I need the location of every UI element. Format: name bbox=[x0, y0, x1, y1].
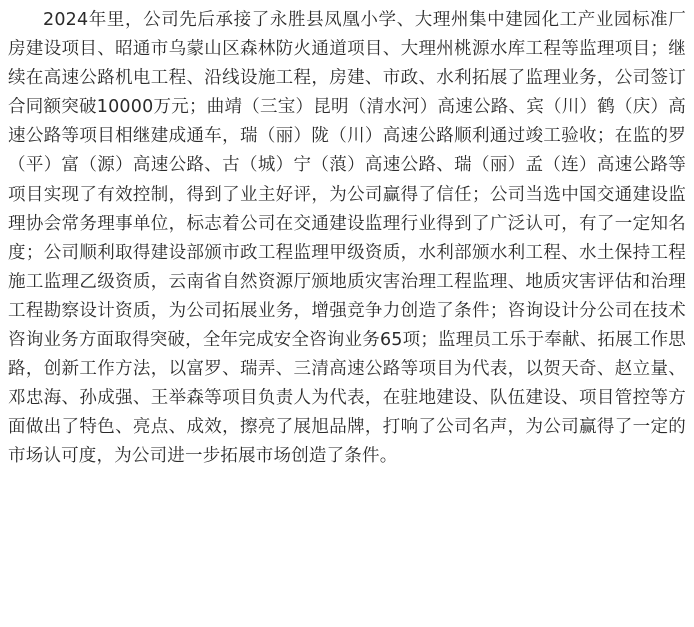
article-paragraph: 2024年里，公司先后承接了永胜县凤凰小学、大理州集中建园化工产业园标准厂房建设项目、昭通市乌蒙山区森林防火通道项目、大理州桃源水库工程等监理项目；继续在高速公路机电工程、沿线设施工程，房建、市政、水利拓展了监理业务，公司签订合同额突破10000万元；曲靖（三宝）昆明（清水河）高速公路、宾（川）鹤（庆）高速公路等项目相继建成通车，瑞（丽）陇（川）高速公路顺利通过竣工验收；在监的罗（平）富（源）高速公路、古（城）宁（蒗）高速公路、瑞（丽）孟（连）高速公路等项目实现了有效控制，得到了业主好评，为公司赢得了信任；公司当选中国交通建设监理协会常务理事单位，标志着公司在交通建设监理行业得到了广泛认可，有了一定知名度；公司顺利取得建设部颁市政工程监理甲级资质，水利部颁水利工程、水土保持工程施工监理乙级资质，云南省自然资源厅颁地质灾害治理工程监理、地质灾害评估和治理工程勘察设计资质，为公司拓展业务，增强竞争力创造了条件；咨询设计分公司在技术咨询业务方面取得突破，全年完成安全咨询业务65项；监理员工乐于奉献、拓展工作思路，创新工作方法，以富罗、瑞弄、三清高速公路等项目为代表，以贺天奇、赵立量、邓忠海、孙成强、王举森等项目负责人为代表，在驻地建设、队伍建设、项目管控等方面做出了特色、亮点、成效，擦亮了展旭品牌，打响了公司名声，为公司赢得了一定的市场认可度，为公司进一步拓展市场创造了条件。 bbox=[8, 10, 686, 467]
